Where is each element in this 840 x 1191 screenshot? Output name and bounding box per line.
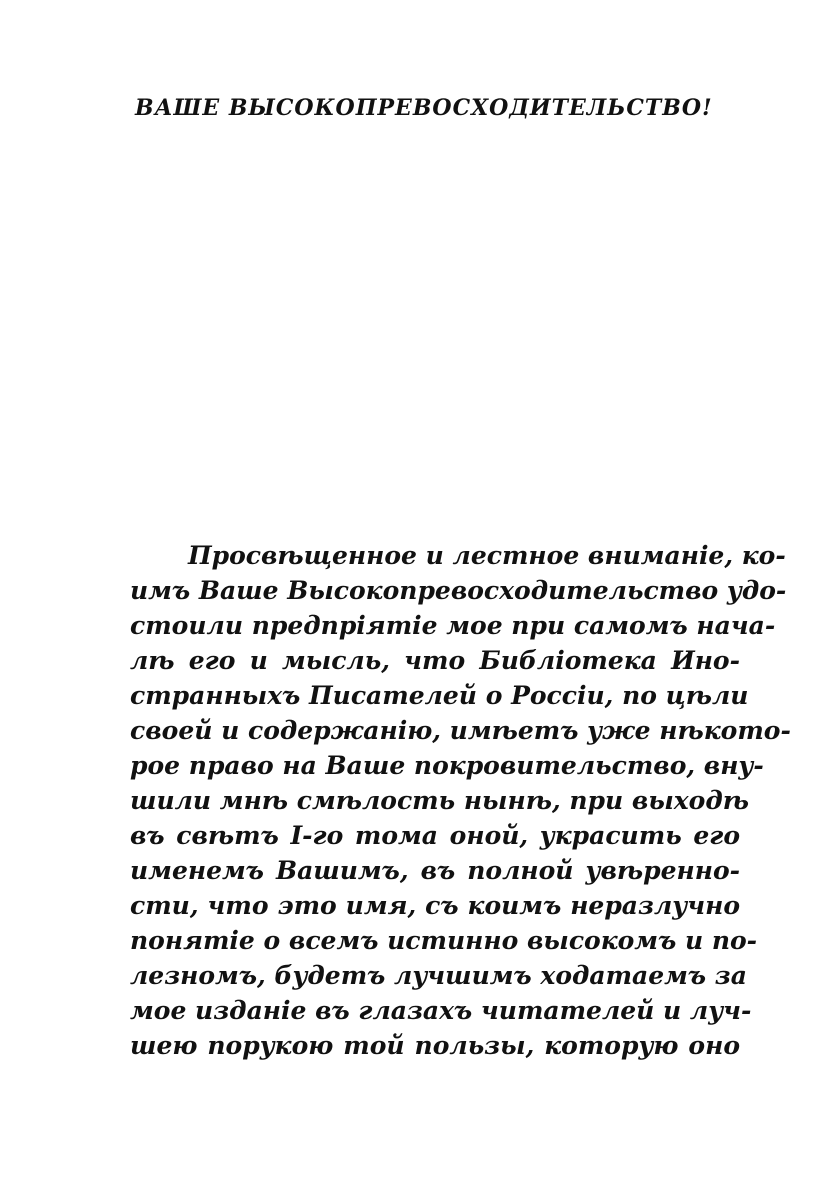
text-line: шили мнѣ смѣлость нынѣ, при выходѣ: [130, 786, 749, 815]
dedication-body: [130, 538, 791, 1063]
text-line: имъ Ваше Высокопревосходительство удо-: [130, 576, 787, 605]
text-line: своей и содержанію, имѣетъ уже нѣкото-: [130, 716, 791, 745]
text-line: понятіе о всемъ истинно высокомъ и по-: [130, 926, 758, 955]
text-line: лѣ его и мысль, что Библіотека Ино-: [130, 646, 740, 675]
text-line: рое право на Ваше покровительство, вну-: [130, 751, 764, 780]
text-line: Просвѣщенное и лестное вниманіе, ко-: [188, 541, 786, 570]
text-line: въ свѣтъ I-го тома оной, украсить его: [130, 821, 740, 850]
text-line: стоили предпріятіе мое при самомъ нача-: [130, 611, 776, 640]
text-line: мое изданіе въ глазахъ читателей и луч-: [130, 996, 752, 1025]
text-line: именемъ Вашимъ, въ полной увѣренно-: [130, 856, 740, 885]
text-line: странныхъ Писателей о Россіи, по цѣли: [130, 681, 749, 710]
text-line: шею порукою той пользы, которую оно: [130, 1031, 740, 1060]
text-line: сти, что это имя, съ коимъ неразлучно: [130, 891, 740, 920]
dedication-heading: ВАШЕ ВЫСОКОПРЕВОСХОДИТЕЛЬСТВО!: [135, 95, 713, 121]
text-line: лезномъ, будетъ лучшимъ ходатаемъ за: [130, 961, 747, 990]
